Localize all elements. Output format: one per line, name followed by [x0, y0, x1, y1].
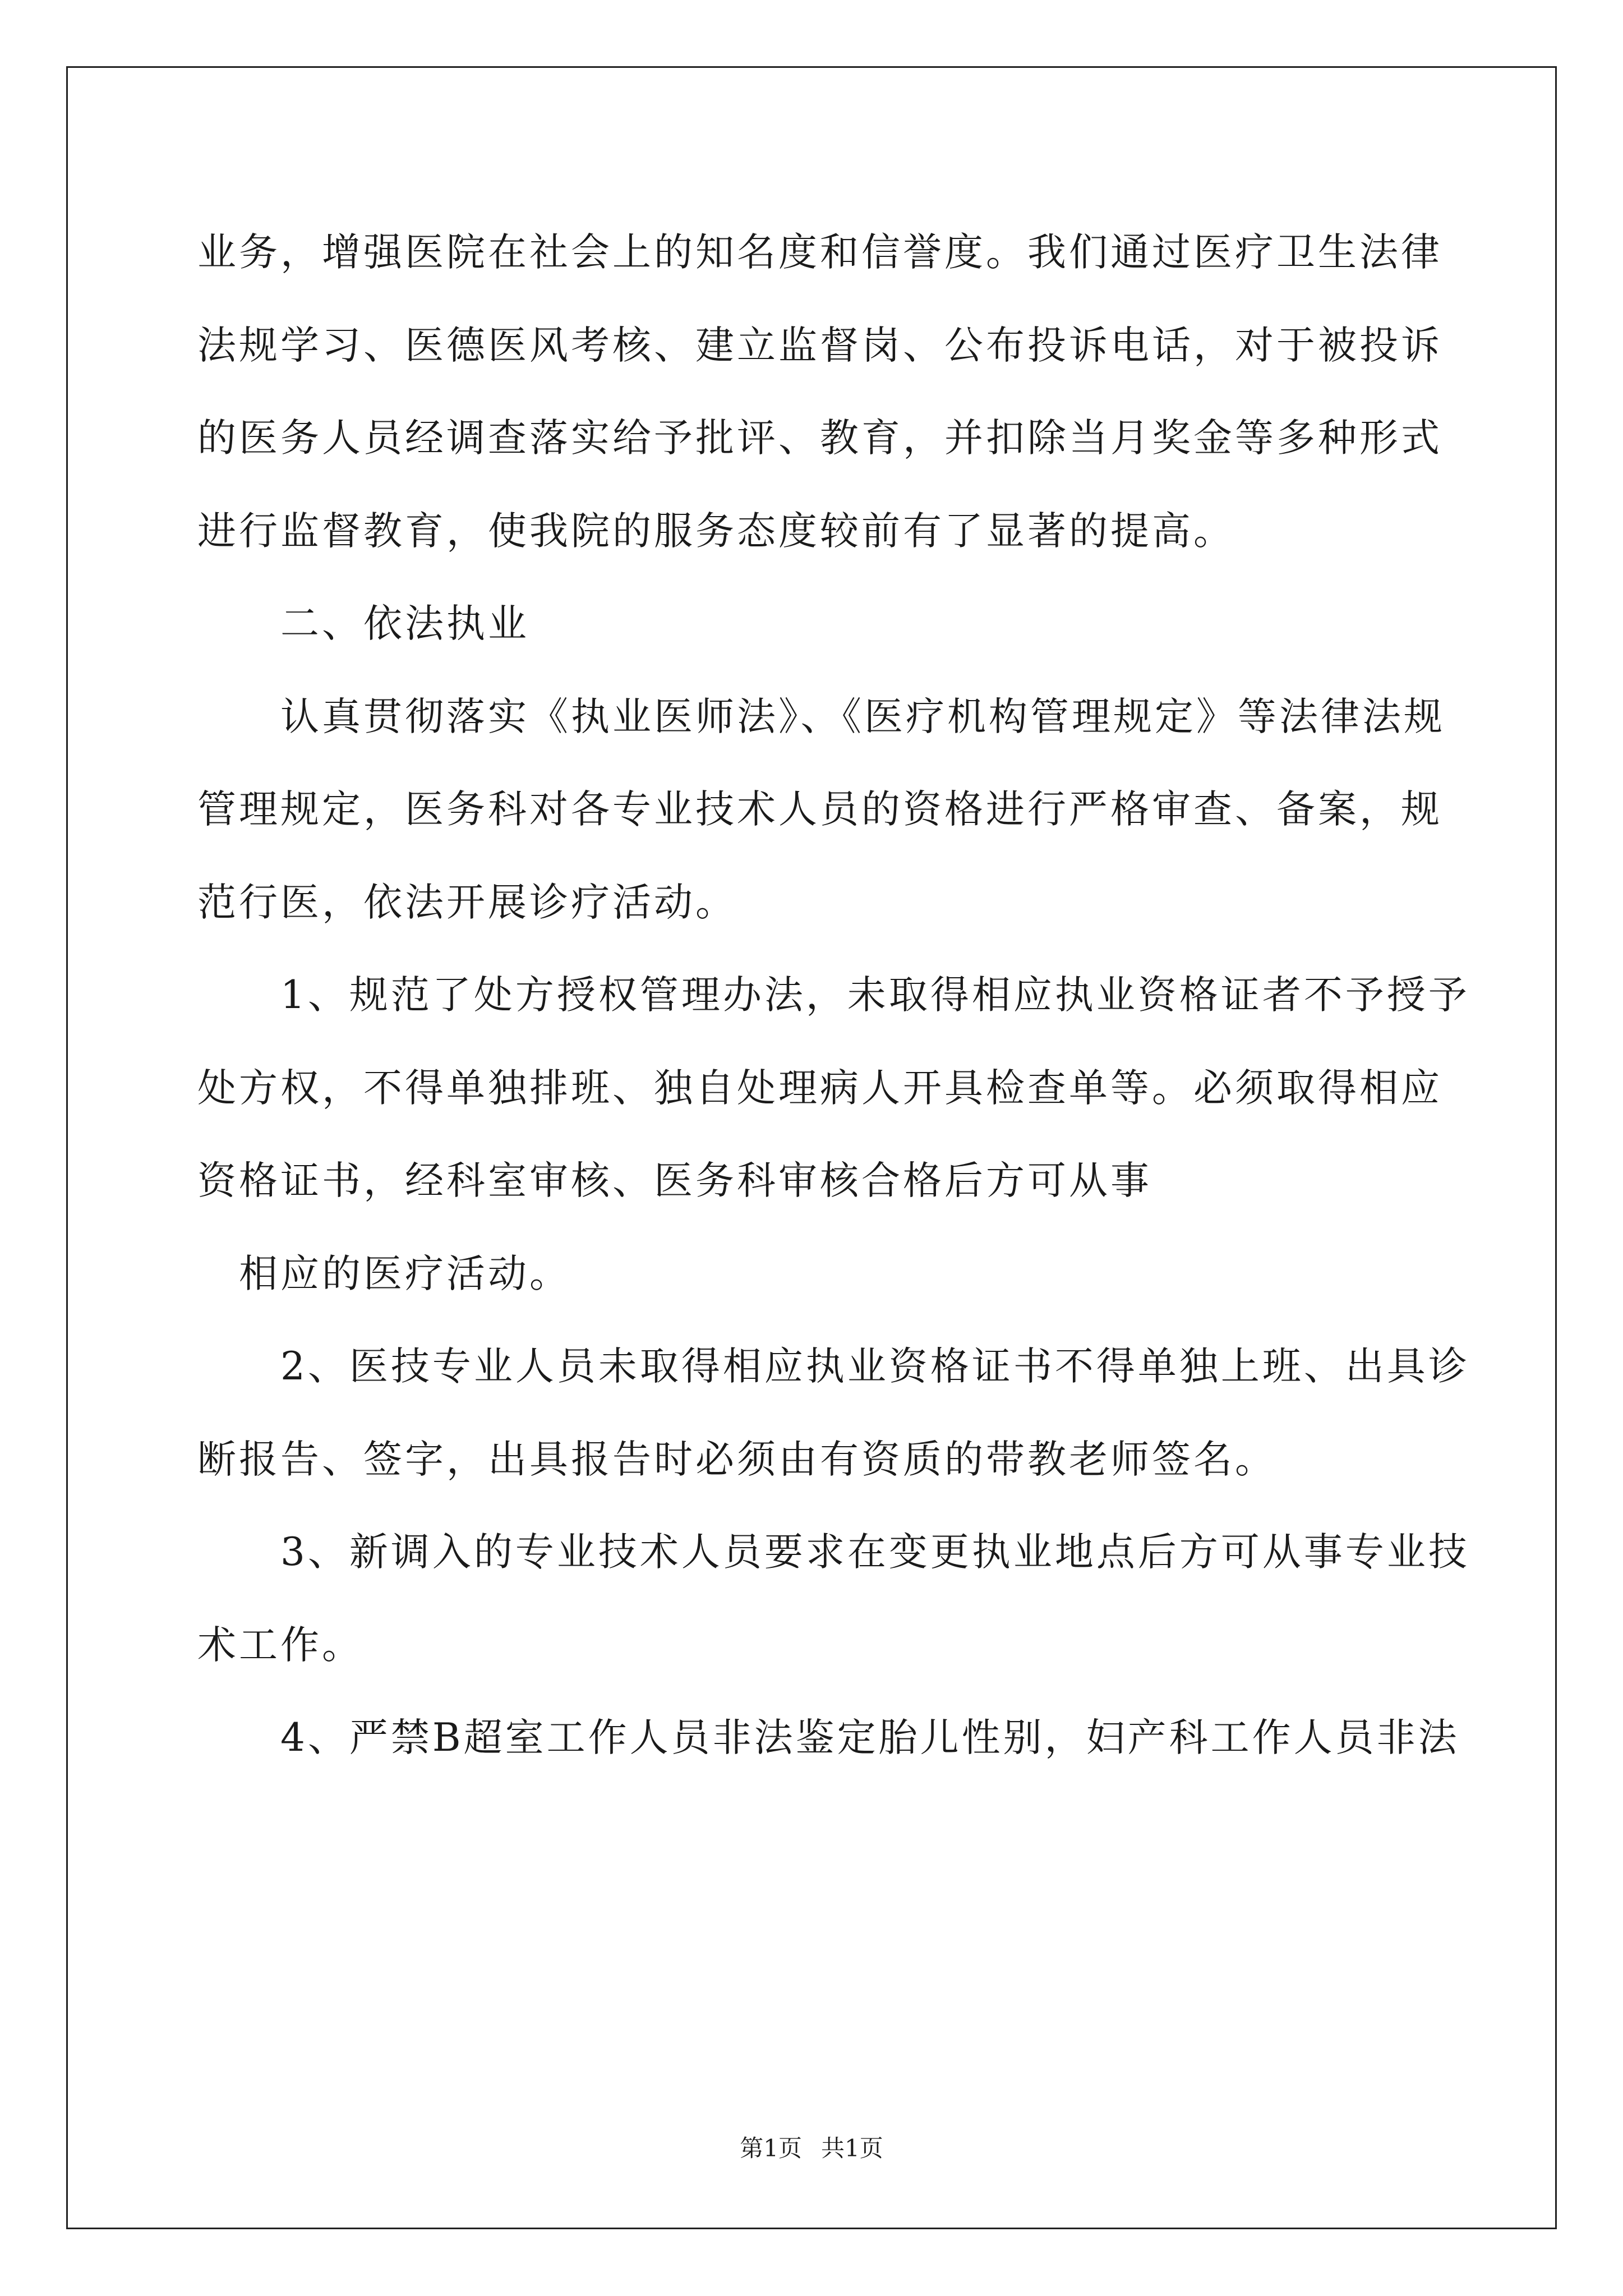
page-number: 第1页: [740, 2134, 802, 2162]
text-line: 断报告、签字，出具报告时必须由有资质的带教老师签名。: [197, 1437, 1276, 1482]
list-item-4: 4、严禁B超室工作人员非法鉴定胎儿性别，妇产科工作人员非法: [280, 1715, 1460, 1760]
page-footer: [0, 2132, 1623, 2165]
text-line: 术工作。: [197, 1622, 363, 1668]
list-item-2: 2、医技专业人员未取得相应执业资格证书不得单独上班、出具诊: [280, 1344, 1470, 1389]
text-line: 资格证书，经科室审核、医务科审核合格后方可从事: [197, 1158, 1152, 1203]
section-heading: 二、依法执业: [280, 601, 529, 646]
text-line: 管理规定，医务科对各专业技术人员的资格进行严格审查、备案，规: [197, 787, 1442, 832]
text-line: 认真贯彻落实《执业医师法》、《医疗机构管理规定》等法律法规: [280, 694, 1445, 739]
text-line: 业务，增强医院在社会上的知名度和信誉度。我们通过医疗卫生法律: [197, 230, 1442, 275]
text-line: 处方权，不得单独排班、独自处理病人开具检查单等。必须取得相应: [197, 1065, 1442, 1111]
text-line: 法规学习、医德医风考核、建立监督岗、公布投诉电话，对于被投诉: [197, 323, 1442, 368]
page-border: [66, 66, 1557, 2229]
list-item-3: 3、新调入的专业技术人员要求在变更执业地点后方可从事专业技: [280, 1530, 1470, 1575]
text-line: 的医务人员经调查落实给予批评、教育，并扣除当月奖金等多种形式: [197, 416, 1442, 461]
list-item-1: 1、规范了处方授权管理办法，未取得相应执业资格证者不予授予: [280, 973, 1470, 1018]
text-line: 范行医，依法开展诊疗活动。: [197, 880, 737, 925]
text-line: 相应的医疗活动。: [239, 1251, 571, 1296]
text-line: 进行监督教育，使我院的服务态度较前有了显著的提高。: [197, 508, 1235, 554]
page-total: 共1页: [821, 2134, 883, 2162]
